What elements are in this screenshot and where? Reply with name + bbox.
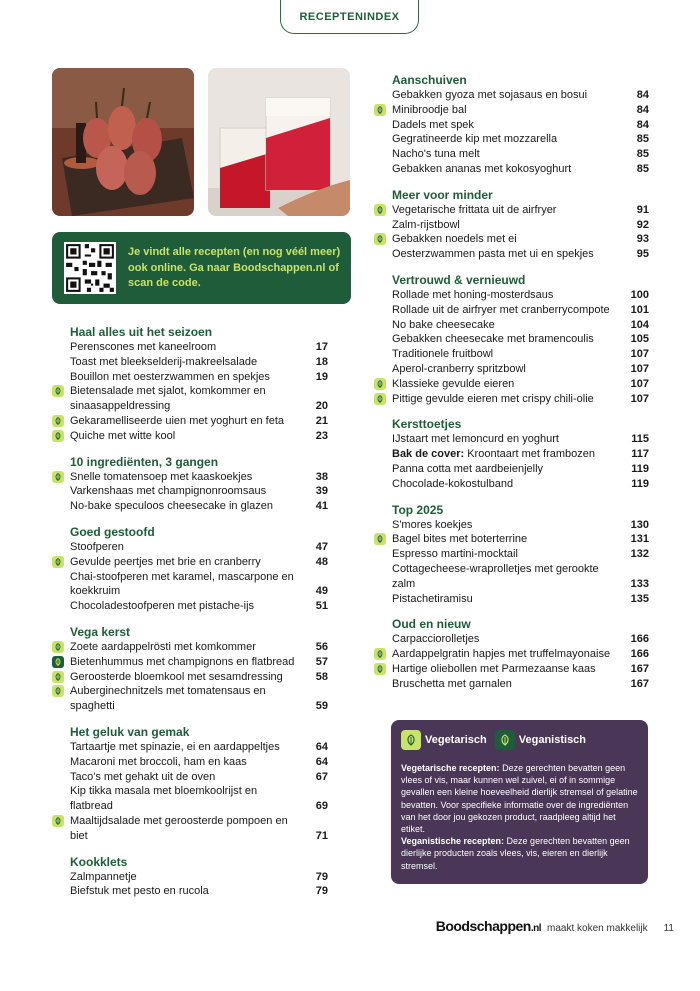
recipe-page-number: 64 — [315, 740, 328, 753]
recipe-name: Biefstuk met pesto en rucola — [70, 885, 209, 898]
recipe-name: Oesterzwammen pasta met ui en spekjes — [392, 248, 594, 261]
vegetarian-leaf-icon — [52, 385, 64, 397]
index-tab — [280, 0, 419, 34]
section-title: Vega kerst — [70, 624, 131, 639]
recipe-page-number: 117 — [631, 448, 649, 461]
recipe-entry[interactable] — [374, 592, 649, 607]
recipe-name: Bietenhummus met champignons en flatbread — [70, 655, 295, 668]
recipe-entry[interactable] — [52, 499, 328, 514]
vegetarian-leaf-icon — [374, 533, 386, 545]
recipe-entry[interactable] — [52, 640, 328, 655]
recipe-name: Chai-stoofperen met karamel, mascarpone en koekkruim — [70, 570, 294, 598]
recipe-page-number: 104 — [630, 318, 649, 331]
index-section — [374, 272, 649, 406]
recipe-page-number: 19 — [315, 370, 328, 383]
recipe-name: Bietensalade met sjalot, komkommer en sinaasappeldressing — [70, 385, 266, 413]
recipe-name: Gebakken noedels met ei — [392, 233, 517, 246]
recipe-name: Aardappelgratin hapjes met truffelmayonaise — [392, 648, 611, 661]
recipe-entry[interactable] — [52, 570, 328, 600]
recipe-entry[interactable] — [374, 677, 649, 692]
brand-logo[interactable] — [436, 918, 541, 934]
section-title: Haal alles uit het seizoen — [70, 325, 213, 339]
recipe-page-number: 49 — [315, 585, 328, 598]
recipe-page-number: 130 — [630, 518, 649, 531]
recipe-entry[interactable] — [52, 355, 328, 370]
panna-cotta-image — [208, 68, 350, 216]
recipe-name: Dadels met spek — [392, 118, 474, 131]
recipe-entry[interactable] — [52, 429, 328, 444]
recipe-entry[interactable] — [52, 670, 328, 685]
recipe-name: Macaroni met broccoli, ham en kaas — [70, 755, 247, 768]
recipe-page-number: 119 — [631, 462, 649, 475]
recipe-entry[interactable] — [52, 655, 328, 670]
recipe-entry[interactable] — [374, 247, 649, 262]
recipe-name: Geroosterde bloemkool met sesamdressing — [70, 670, 283, 683]
section-title: Vertrouwd & vernieuwd — [392, 272, 526, 287]
recipe-name: Pittige gevulde eieren met crispy chili-olie — [392, 392, 594, 405]
recipe-name: Aperol-cranberry spritzbowl — [392, 362, 526, 375]
recipe-entry[interactable] — [374, 447, 649, 462]
recipe-page-number: 167 — [630, 677, 649, 690]
recipe-page-number: 79 — [315, 885, 328, 898]
recipe-page-number: 84 — [636, 118, 649, 131]
recipe-page-number: 119 — [631, 477, 649, 490]
vegetarian-leaf-icon — [52, 556, 64, 568]
recipe-name: Gebakken gyoza met sojasaus en bosui — [392, 89, 588, 101]
recipe-page-number: 21 — [315, 414, 328, 427]
recipe-page-number: 105 — [630, 333, 649, 346]
recipe-entry[interactable] — [374, 303, 649, 318]
recipe-page-number: 132 — [630, 548, 649, 561]
section-title: Top 2025 — [392, 502, 444, 517]
recipe-entry[interactable] — [374, 518, 649, 533]
recipe-name: Quiche met witte kool — [70, 429, 176, 442]
recipe-page-number: 166 — [630, 633, 649, 646]
recipe-name: Auberginechnitzels met tomatensaus en spaghetti — [70, 685, 266, 713]
vegan-leaf-icon — [52, 656, 64, 668]
recipe-entry[interactable] — [52, 470, 328, 485]
vegetarian-leaf-icon — [374, 104, 386, 116]
recipe-name: Bouillon met oesterzwammen en spekjes — [70, 370, 270, 383]
vegetarian-leaf-icon — [52, 415, 64, 427]
vegetarian-label: Vegetarisch — [425, 734, 487, 746]
recipe-page-number: 85 — [636, 148, 649, 161]
recipe-entry[interactable] — [52, 870, 328, 885]
page-footer — [436, 918, 674, 934]
recipe-name: No bake cheesecake — [392, 318, 495, 331]
brand-tagline: maakt koken makkelijk — [547, 923, 648, 934]
recipe-name: Tartaartje met spinazie, ei en aardappeltjes — [70, 740, 280, 753]
qr-code-icon — [64, 242, 116, 294]
recipe-page-number: 79 — [315, 870, 328, 883]
vegetarian-leaf-icon — [374, 378, 386, 390]
recipe-entry[interactable] — [52, 684, 328, 714]
brand-name: Boodschappen — [435, 918, 531, 934]
recipe-entry[interactable] — [374, 162, 649, 177]
recipe-entry[interactable] — [374, 547, 649, 562]
recipe-name: Zalm-rijstbowl — [392, 218, 460, 231]
recipe-page-number: 41 — [315, 500, 328, 513]
recipe-name: Zalmpannetje — [70, 870, 137, 883]
recipe-page-number: 71 — [315, 829, 328, 842]
recipe-page-number: 69 — [315, 800, 328, 813]
section-title: Goed gestoofd — [70, 524, 155, 539]
recipe-name: Maaltijdsalade met geroosterde pompoen en biet — [70, 814, 288, 842]
recipe-page-number: 115 — [631, 433, 649, 446]
recipe-entry[interactable] — [374, 132, 649, 147]
recipe-entry[interactable] — [374, 103, 649, 118]
recipe-name: Gevulde peertjes met brie en cranberry — [70, 555, 261, 568]
recipe-page-number: 58 — [315, 670, 328, 683]
diet-legend — [391, 720, 648, 884]
recipe-name: Carpacciorolletjes — [392, 633, 480, 646]
vegan-badge — [495, 730, 586, 750]
recipe-page-number: 23 — [315, 429, 328, 442]
recipe-name: No-bake speculoos cheesecake in glazen — [70, 500, 274, 513]
recipe-page-number: 47 — [315, 540, 328, 553]
recipe-name: Vegetarische frittata uit de airfryer — [392, 203, 557, 216]
vegan-text: Deze gerechten bevatten geen dierlijke producten zoals vlees, vis, eieren en dierlijk stremsel. — [401, 836, 630, 871]
section-title: Aanschuiven — [392, 73, 467, 87]
recipe-entry[interactable] — [374, 632, 649, 647]
recipe-page-number: 91 — [636, 203, 649, 216]
vegetarian-leaf-icon — [52, 815, 64, 827]
recipe-name: Toast met bleekselderij-makreelsalade — [70, 355, 258, 368]
recipe-name: Kroontaart met frambozen — [464, 448, 595, 461]
recipe-page-number: 85 — [636, 162, 649, 175]
recipe-entry[interactable] — [374, 662, 649, 677]
recipe-page-number: 101 — [630, 303, 649, 316]
recipe-page-number: 107 — [630, 348, 649, 361]
recipe-entry[interactable] — [374, 203, 649, 218]
recipe-page-number: 56 — [315, 640, 328, 653]
recipe-entry[interactable] — [52, 370, 328, 385]
recipe-page-number: 93 — [636, 233, 649, 246]
recipe-name: Zoete aardappelrösti met komkommer — [70, 640, 256, 653]
recipe-page-number: 107 — [630, 362, 649, 375]
vegetarian-leaf-icon — [374, 393, 386, 405]
recipe-name: Nacho's tuna melt — [392, 148, 480, 161]
index-section — [374, 72, 649, 177]
recipe-page-number: 48 — [315, 555, 328, 568]
recipe-entry[interactable] — [52, 884, 328, 899]
promo-text: Je vindt alle recepten (en nog véél meer) ook online. Ga naar Boodschappen.nl of scan de code. — [128, 246, 341, 289]
recipe-entry[interactable] — [374, 432, 649, 447]
recipe-name: Cottagecheese-wraprolletjes met gerookte zalm — [392, 562, 599, 590]
section-title: Het geluk van gemak — [70, 724, 190, 739]
section-title: Kersttoetjes — [392, 417, 462, 432]
index-section — [52, 524, 328, 614]
recipe-entry[interactable] — [374, 232, 649, 247]
recipe-page-number: 59 — [315, 700, 328, 713]
recipe-entry[interactable] — [52, 340, 328, 355]
recipe-entry[interactable] — [374, 218, 649, 233]
recipe-name: Gebakken cheesecake met bramencoulis — [392, 333, 594, 346]
recipe-page-number: 167 — [630, 662, 649, 675]
recipe-page-number: 84 — [636, 103, 649, 116]
recipe-page-number: 20 — [315, 400, 328, 413]
index-section — [374, 502, 649, 607]
recipe-entry[interactable] — [52, 555, 328, 570]
index-section — [374, 416, 649, 491]
recipe-page-number: 84 — [636, 89, 649, 101]
recipe-entry[interactable] — [374, 532, 649, 547]
recipe-name: S'mores koekjes — [392, 518, 473, 531]
index-column-right — [374, 72, 649, 702]
recipe-page-number: 135 — [630, 592, 649, 605]
vegetarian-text: Deze gerechten bevatten geen vlees of vis, maar kunnen wel zuivel, ei of in sommige gevallen een kleine hoeveelheid dierlijk stremsel of gelatine bevatten. Voor specifieke informatie over de ingrediënten van het door jou gekozen product, raadpleeg altijd het etiket. — [401, 763, 638, 835]
recipe-name: Kip tikka masala met bloemkoolrijst en flatbread — [70, 785, 258, 813]
index-section — [52, 454, 328, 514]
recipe-prefix: Bak de cover: — [392, 448, 465, 461]
photo-poached-pears — [52, 68, 194, 216]
recipe-entry[interactable] — [52, 770, 328, 785]
recipe-entry[interactable] — [374, 362, 649, 377]
recipe-entry[interactable] — [374, 647, 649, 662]
vegetarian-leaf-icon — [374, 648, 386, 660]
recipe-name: Stoofperen — [70, 540, 124, 553]
recipe-entry[interactable] — [374, 462, 649, 477]
recipe-name: Klassieke gevulde eieren — [392, 377, 515, 390]
recipe-entry[interactable] — [52, 540, 328, 555]
recipe-name: Gegratineerde kip met mozzarella — [392, 133, 558, 146]
recipe-page-number: 100 — [630, 288, 649, 301]
vegan-label: Veganistisch — [518, 734, 587, 746]
section-title: Meer voor minder — [392, 187, 493, 202]
recipe-name: Snelle tomatensoep met kaaskoekjes — [70, 470, 253, 483]
recipe-entry[interactable] — [52, 784, 328, 814]
recipe-entry[interactable] — [52, 599, 328, 614]
section-title: Kookklets — [70, 854, 128, 869]
recipe-page-number: 95 — [636, 248, 649, 261]
recipe-name: Perenscones met kaneelroom — [70, 341, 217, 353]
recipe-entry[interactable] — [52, 414, 328, 429]
recipe-page-number: 85 — [636, 133, 649, 146]
vegetarian-leaf-icon — [401, 730, 421, 750]
recipe-page-number: 131 — [630, 533, 649, 546]
recipe-entry[interactable] — [374, 88, 649, 103]
recipe-name: Pistachetiramisu — [392, 592, 473, 605]
recipe-page-number: 39 — [315, 485, 328, 498]
recipe-name: Varkenshaas met champignonroomsaus — [70, 485, 267, 498]
recipe-page-number: 133 — [630, 577, 649, 590]
recipe-entry[interactable] — [374, 118, 649, 133]
recipe-name: Chocoladestoofperen met pistache-ijs — [70, 600, 255, 613]
recipe-entry[interactable] — [52, 384, 328, 414]
index-section — [374, 187, 649, 262]
recipe-name: Taco's met gehakt uit de oven — [70, 770, 216, 783]
recipe-name: Espresso martini-mocktail — [392, 548, 518, 561]
recipe-name: Bagel bites met boterterrine — [392, 533, 528, 546]
index-tab-label: RECEPTENINDEX — [299, 10, 400, 23]
section-title: 10 ingrediënten, 3 gangen — [70, 454, 219, 469]
poached-pears-image — [52, 68, 194, 216]
recipe-entry[interactable] — [374, 332, 649, 347]
recipe-entry[interactable] — [374, 318, 649, 333]
recipe-name: Minibroodje bal — [392, 103, 467, 116]
recipe-entry[interactable] — [52, 814, 328, 844]
recipe-page-number: 51 — [315, 600, 328, 613]
index-section — [52, 624, 328, 714]
recipe-name: Panna cotta met aardbeienjelly — [392, 462, 544, 475]
index-section — [374, 616, 649, 691]
vegetarian-badge — [401, 730, 487, 750]
photo-panna-cotta — [208, 68, 350, 216]
recipe-page-number: 107 — [630, 392, 649, 405]
recipe-name: Gebakken ananas met kokosyoghurt — [392, 162, 572, 175]
recipe-name: Hartige oliebollen met Parmezaanse kaas — [392, 662, 596, 675]
index-section — [52, 854, 328, 900]
vegetarian-leaf-icon — [52, 671, 64, 683]
vegetarian-leaf-icon — [374, 663, 386, 675]
vegetarian-leaf-icon — [52, 471, 64, 483]
recipe-page-number: 92 — [636, 218, 649, 231]
recipe-name: Gekaramelliseerde uien met yoghurt en feta — [70, 414, 285, 427]
recipe-page-number: 17 — [315, 341, 328, 353]
vegetarian-leaf-icon — [374, 204, 386, 216]
recipe-entry[interactable] — [52, 740, 328, 755]
recipe-name: Chocolade-kokostulband — [392, 477, 514, 490]
recipe-page-number: 64 — [315, 755, 328, 768]
qr-code[interactable] — [64, 242, 116, 294]
recipe-entry[interactable] — [52, 755, 328, 770]
vegetarian-title: Vegetarische recepten: — [401, 763, 500, 773]
recipe-entry[interactable] — [374, 147, 649, 162]
vegetarian-leaf-icon — [52, 685, 64, 697]
recipe-entry[interactable] — [374, 377, 649, 392]
legend-explanation — [401, 762, 641, 872]
recipe-entry[interactable] — [374, 477, 649, 492]
recipe-name: Rollade uit de airfryer met cranberrycompote — [392, 303, 610, 316]
vegan-title: Veganistische recepten: — [401, 836, 505, 847]
recipe-entry[interactable] — [374, 392, 649, 407]
recipe-page-number: 67 — [315, 770, 328, 783]
vegetarian-leaf-icon — [52, 430, 64, 442]
index-section — [52, 324, 328, 444]
recipe-page-number: 38 — [315, 470, 328, 483]
brand-suffix: .nl — [530, 923, 542, 934]
recipe-entry[interactable] — [374, 347, 649, 362]
recipe-entry[interactable] — [374, 562, 649, 592]
section-title: Oud en nieuw — [392, 617, 471, 632]
recipe-page-number: 18 — [315, 355, 328, 368]
recipe-entry[interactable] — [52, 484, 328, 499]
page-number: 11 — [663, 923, 674, 934]
index-section — [52, 724, 328, 844]
online-promo-box — [52, 232, 351, 304]
recipe-entry[interactable] — [374, 288, 649, 303]
recipe-name: IJstaart met lemoncurd en yoghurt — [392, 433, 559, 446]
vegan-leaf-icon — [495, 730, 515, 750]
recipe-name: Traditionele fruitbowl — [392, 348, 494, 361]
index-column-left — [52, 324, 328, 909]
recipe-page-number: 107 — [630, 377, 649, 390]
vegetarian-leaf-icon — [52, 641, 64, 653]
recipe-page-number: 166 — [630, 648, 649, 661]
recipe-name: Bruschetta met garnalen — [392, 677, 512, 690]
recipe-page-number: 57 — [315, 655, 328, 668]
vegetarian-leaf-icon — [374, 233, 386, 245]
recipe-name: Rollade met honing-mosterdsaus — [392, 288, 554, 301]
